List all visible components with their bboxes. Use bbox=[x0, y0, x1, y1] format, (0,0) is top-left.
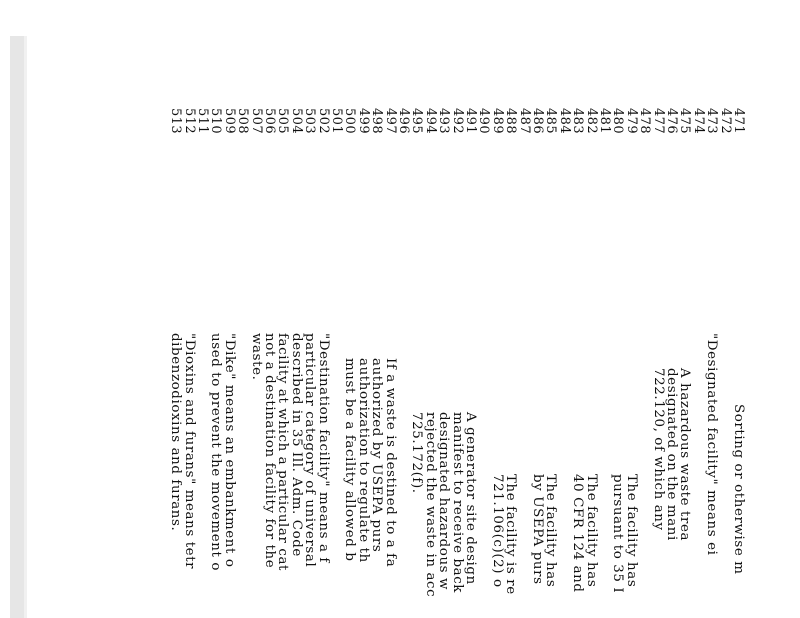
line-number: 488 bbox=[503, 108, 519, 135]
text-line: 725.172(f). bbox=[409, 412, 425, 494]
line-number: 495 bbox=[409, 108, 425, 135]
text-line: dibenzodioxins and furans. bbox=[168, 333, 184, 532]
rotated-page-content bbox=[125, 108, 745, 618]
text-line: A generator site design bbox=[463, 412, 478, 585]
line-number: 508 bbox=[235, 108, 251, 135]
line-number: 491 bbox=[463, 108, 478, 135]
line-number: 494 bbox=[422, 108, 438, 135]
text-line: "Destination facility" means a f bbox=[315, 333, 331, 563]
line-number: 500 bbox=[342, 108, 358, 135]
text-line: "Dioxins and furans" means tetr bbox=[181, 333, 197, 570]
text-line: "Dike" means an embankment o bbox=[221, 333, 237, 568]
line-number: 497 bbox=[382, 108, 398, 135]
text-line: authorized by USEPA purs bbox=[369, 358, 385, 553]
text-line: "Designated facility" means ei bbox=[704, 333, 720, 556]
text-line: facility at which a particular cat bbox=[275, 333, 291, 572]
line-number: 472 bbox=[717, 108, 733, 135]
line-number: 512 bbox=[181, 108, 197, 135]
scan-edge-highlight bbox=[24, 36, 27, 618]
text-line: If a waste is destined to a fa bbox=[382, 358, 398, 568]
line-number: 485 bbox=[543, 108, 559, 135]
line-number: 509 bbox=[221, 108, 237, 135]
text-line: waste. bbox=[248, 333, 264, 381]
text-line: The facility has bbox=[583, 474, 599, 588]
line-number: 480 bbox=[610, 108, 626, 135]
line-number: 501 bbox=[329, 108, 344, 135]
text-line: described in 35 Ill. Adm. Code bbox=[288, 333, 304, 557]
text-line: must be a facility allowed b bbox=[342, 358, 358, 562]
text-line: The facility has bbox=[543, 474, 559, 588]
text-line: Sorting or otherwise m bbox=[731, 404, 746, 575]
line-number: 493 bbox=[436, 108, 452, 135]
text-line: The facility is re bbox=[503, 474, 519, 595]
line-number: 506 bbox=[262, 108, 277, 135]
line-number: 498 bbox=[369, 108, 385, 135]
line-number: 484 bbox=[556, 108, 572, 135]
line-number: 481 bbox=[597, 108, 612, 135]
text-line: designated hazardous w bbox=[436, 412, 452, 591]
line-number: 513 bbox=[168, 108, 184, 135]
text-line: used to prevent the movement o bbox=[208, 333, 224, 571]
text-line: 40 CFR 124 and bbox=[570, 474, 586, 593]
text-line: by USEPA purs bbox=[530, 474, 545, 585]
text-line: A hazardous waste trea bbox=[677, 368, 693, 542]
line-number: 471 bbox=[731, 108, 746, 135]
line-number: 476 bbox=[664, 108, 679, 135]
line-number: 490 bbox=[476, 108, 492, 135]
line-number: 499 bbox=[355, 108, 371, 135]
line-number: 511 bbox=[195, 108, 210, 135]
text-line: pursuant to 35 I bbox=[610, 474, 626, 594]
line-number: 477 bbox=[650, 108, 666, 135]
text-line: not a destination facility for the bbox=[262, 333, 277, 569]
text-line: 721.106(c)(2) o bbox=[489, 474, 505, 588]
line-number: 507 bbox=[248, 108, 264, 135]
line-number: 502 bbox=[315, 108, 331, 135]
line-number: 492 bbox=[449, 108, 465, 135]
line-number: 504 bbox=[288, 108, 304, 135]
line-number: 478 bbox=[637, 108, 653, 135]
line-number: 489 bbox=[489, 108, 505, 135]
line-number: 487 bbox=[516, 108, 532, 135]
line-number: 503 bbox=[302, 108, 318, 135]
line-number: 510 bbox=[208, 108, 224, 135]
line-number: 474 bbox=[690, 108, 706, 135]
line-number: 483 bbox=[570, 108, 586, 135]
line-number: 482 bbox=[583, 108, 599, 135]
text-line: particular category of universal bbox=[302, 333, 318, 568]
line-number: 505 bbox=[275, 108, 291, 135]
text-line: 722.120, of which any bbox=[650, 368, 666, 531]
line-number: 473 bbox=[704, 108, 720, 135]
text-line: authorization to regulate th bbox=[355, 358, 371, 563]
line-number: 486 bbox=[530, 108, 545, 135]
scan-edge-shadow bbox=[10, 36, 24, 618]
text-line: manifest to receive back bbox=[449, 412, 465, 594]
line-number: 496 bbox=[396, 108, 411, 135]
line-number: 475 bbox=[677, 108, 693, 135]
text-line: The facility has bbox=[623, 474, 639, 588]
line-number: 479 bbox=[623, 108, 639, 135]
text-line: rejected the waste in acc bbox=[422, 412, 438, 598]
text-line: designated on the mani bbox=[664, 368, 679, 541]
